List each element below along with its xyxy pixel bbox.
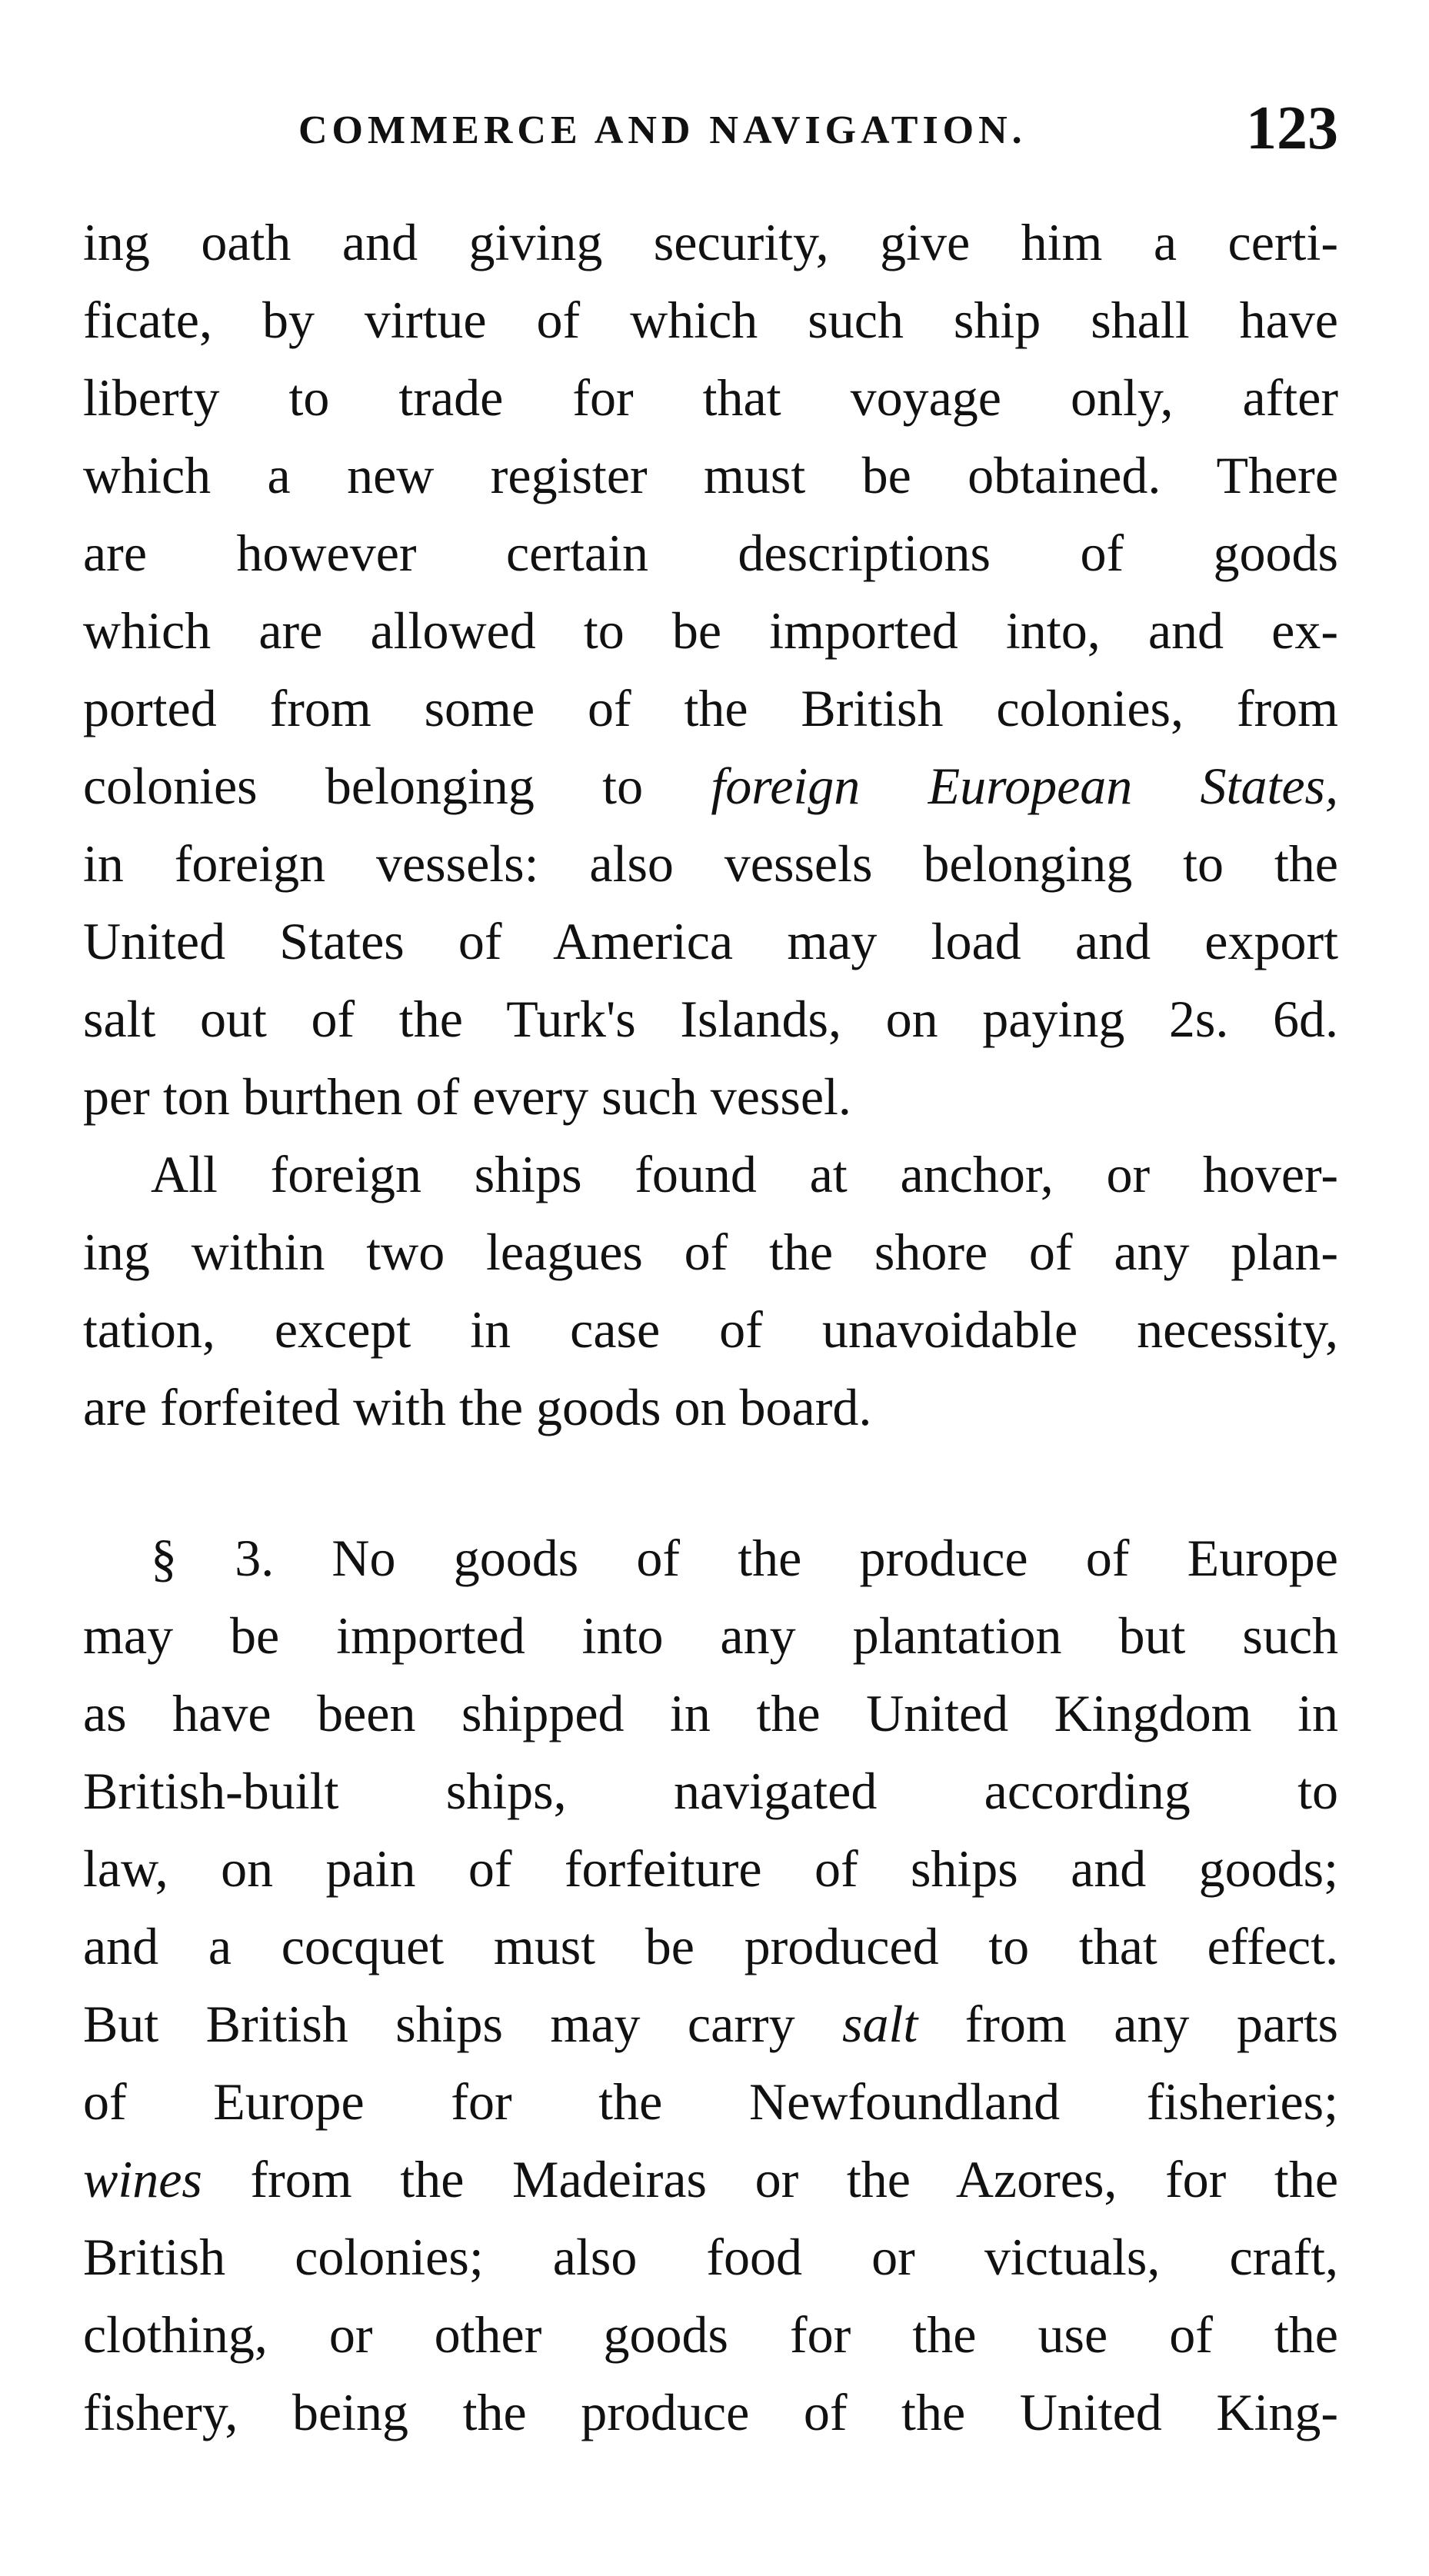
text-line: All foreign ships found at anchor, or hover-	[151, 1145, 1338, 1203]
text-line: are however certain descriptions of goods	[83, 524, 1338, 582]
text-line: British-built ships, navigated according to	[83, 1762, 1338, 1820]
text-fragment: colonies belonging to	[83, 757, 711, 815]
text-line: are forfeited with the goods on board.	[83, 1378, 872, 1436]
text-line: may be imported into any plantation but such	[83, 1606, 1338, 1665]
text-line: ficate, by virtue of which such ship shall have	[83, 291, 1338, 349]
text-line: British colonies; also food or victuals, craft,	[83, 2228, 1338, 2286]
text-line: law, on pain of forfeiture of ships and goods;	[83, 1839, 1338, 1898]
page-header	[83, 92, 1338, 177]
text-line: liberty to trade for that voyage only, after	[83, 368, 1338, 427]
text-line: United States of America may load and export	[83, 912, 1338, 970]
text-line: and a cocquet must be produced to that effect.	[83, 1917, 1338, 1975]
text-line	[83, 2141, 1338, 2218]
text-line: ported from some of the British colonies, from	[83, 679, 1338, 737]
text-fragment: from any parts	[918, 1995, 1339, 2053]
paragraph-3	[83, 1519, 1338, 2451]
italic-word: wines	[83, 2150, 202, 2208]
text-line: § 3. No goods of the produce of Europe	[151, 1529, 1338, 1587]
text-line: which are allowed to be imported into, and ex-	[83, 601, 1338, 660]
text-line: per ton burthen of every such vessel.	[83, 1067, 851, 1126]
italic-phrase: foreign European States,	[711, 757, 1338, 815]
paragraph-2	[83, 1136, 1338, 1446]
text-line	[83, 1985, 1338, 2063]
text-line: ing oath and giving security, give him a certi-	[83, 213, 1338, 271]
text-line: which a new register must be obtained. There	[83, 446, 1338, 504]
running-head: COMMERCE AND NAVIGATION.	[298, 108, 1027, 152]
text-fragment: But British ships may carry	[83, 1995, 842, 2053]
text-line: fishery, being the produce of the United King-	[83, 2383, 1338, 2441]
text-line: as have been shipped in the United Kingdom in	[83, 1684, 1338, 1742]
text-line: ing within two leagues of the shore of any plan-	[83, 1223, 1338, 1281]
paragraph-spacer	[83, 1446, 1338, 1519]
paragraph-1	[83, 204, 1338, 1136]
text-line: clothing, or other goods for the use of the	[83, 2305, 1338, 2364]
text-line: in foreign vessels: also vessels belonging to the	[83, 834, 1338, 893]
page-number: 123	[1246, 95, 1338, 162]
text-line	[83, 747, 1338, 825]
text-line: tation, except in case of unavoidable necessity,	[83, 1300, 1338, 1359]
text-line: salt out of the Turk's Islands, on paying 2s. 6d.	[83, 990, 1338, 1048]
italic-word: salt	[841, 1995, 918, 2053]
body-text	[83, 204, 1338, 2451]
text-line: of Europe for the Newfoundland fisheries;	[83, 2072, 1338, 2131]
text-fragment: from the Madeiras or the Azores, for the	[202, 2150, 1338, 2208]
